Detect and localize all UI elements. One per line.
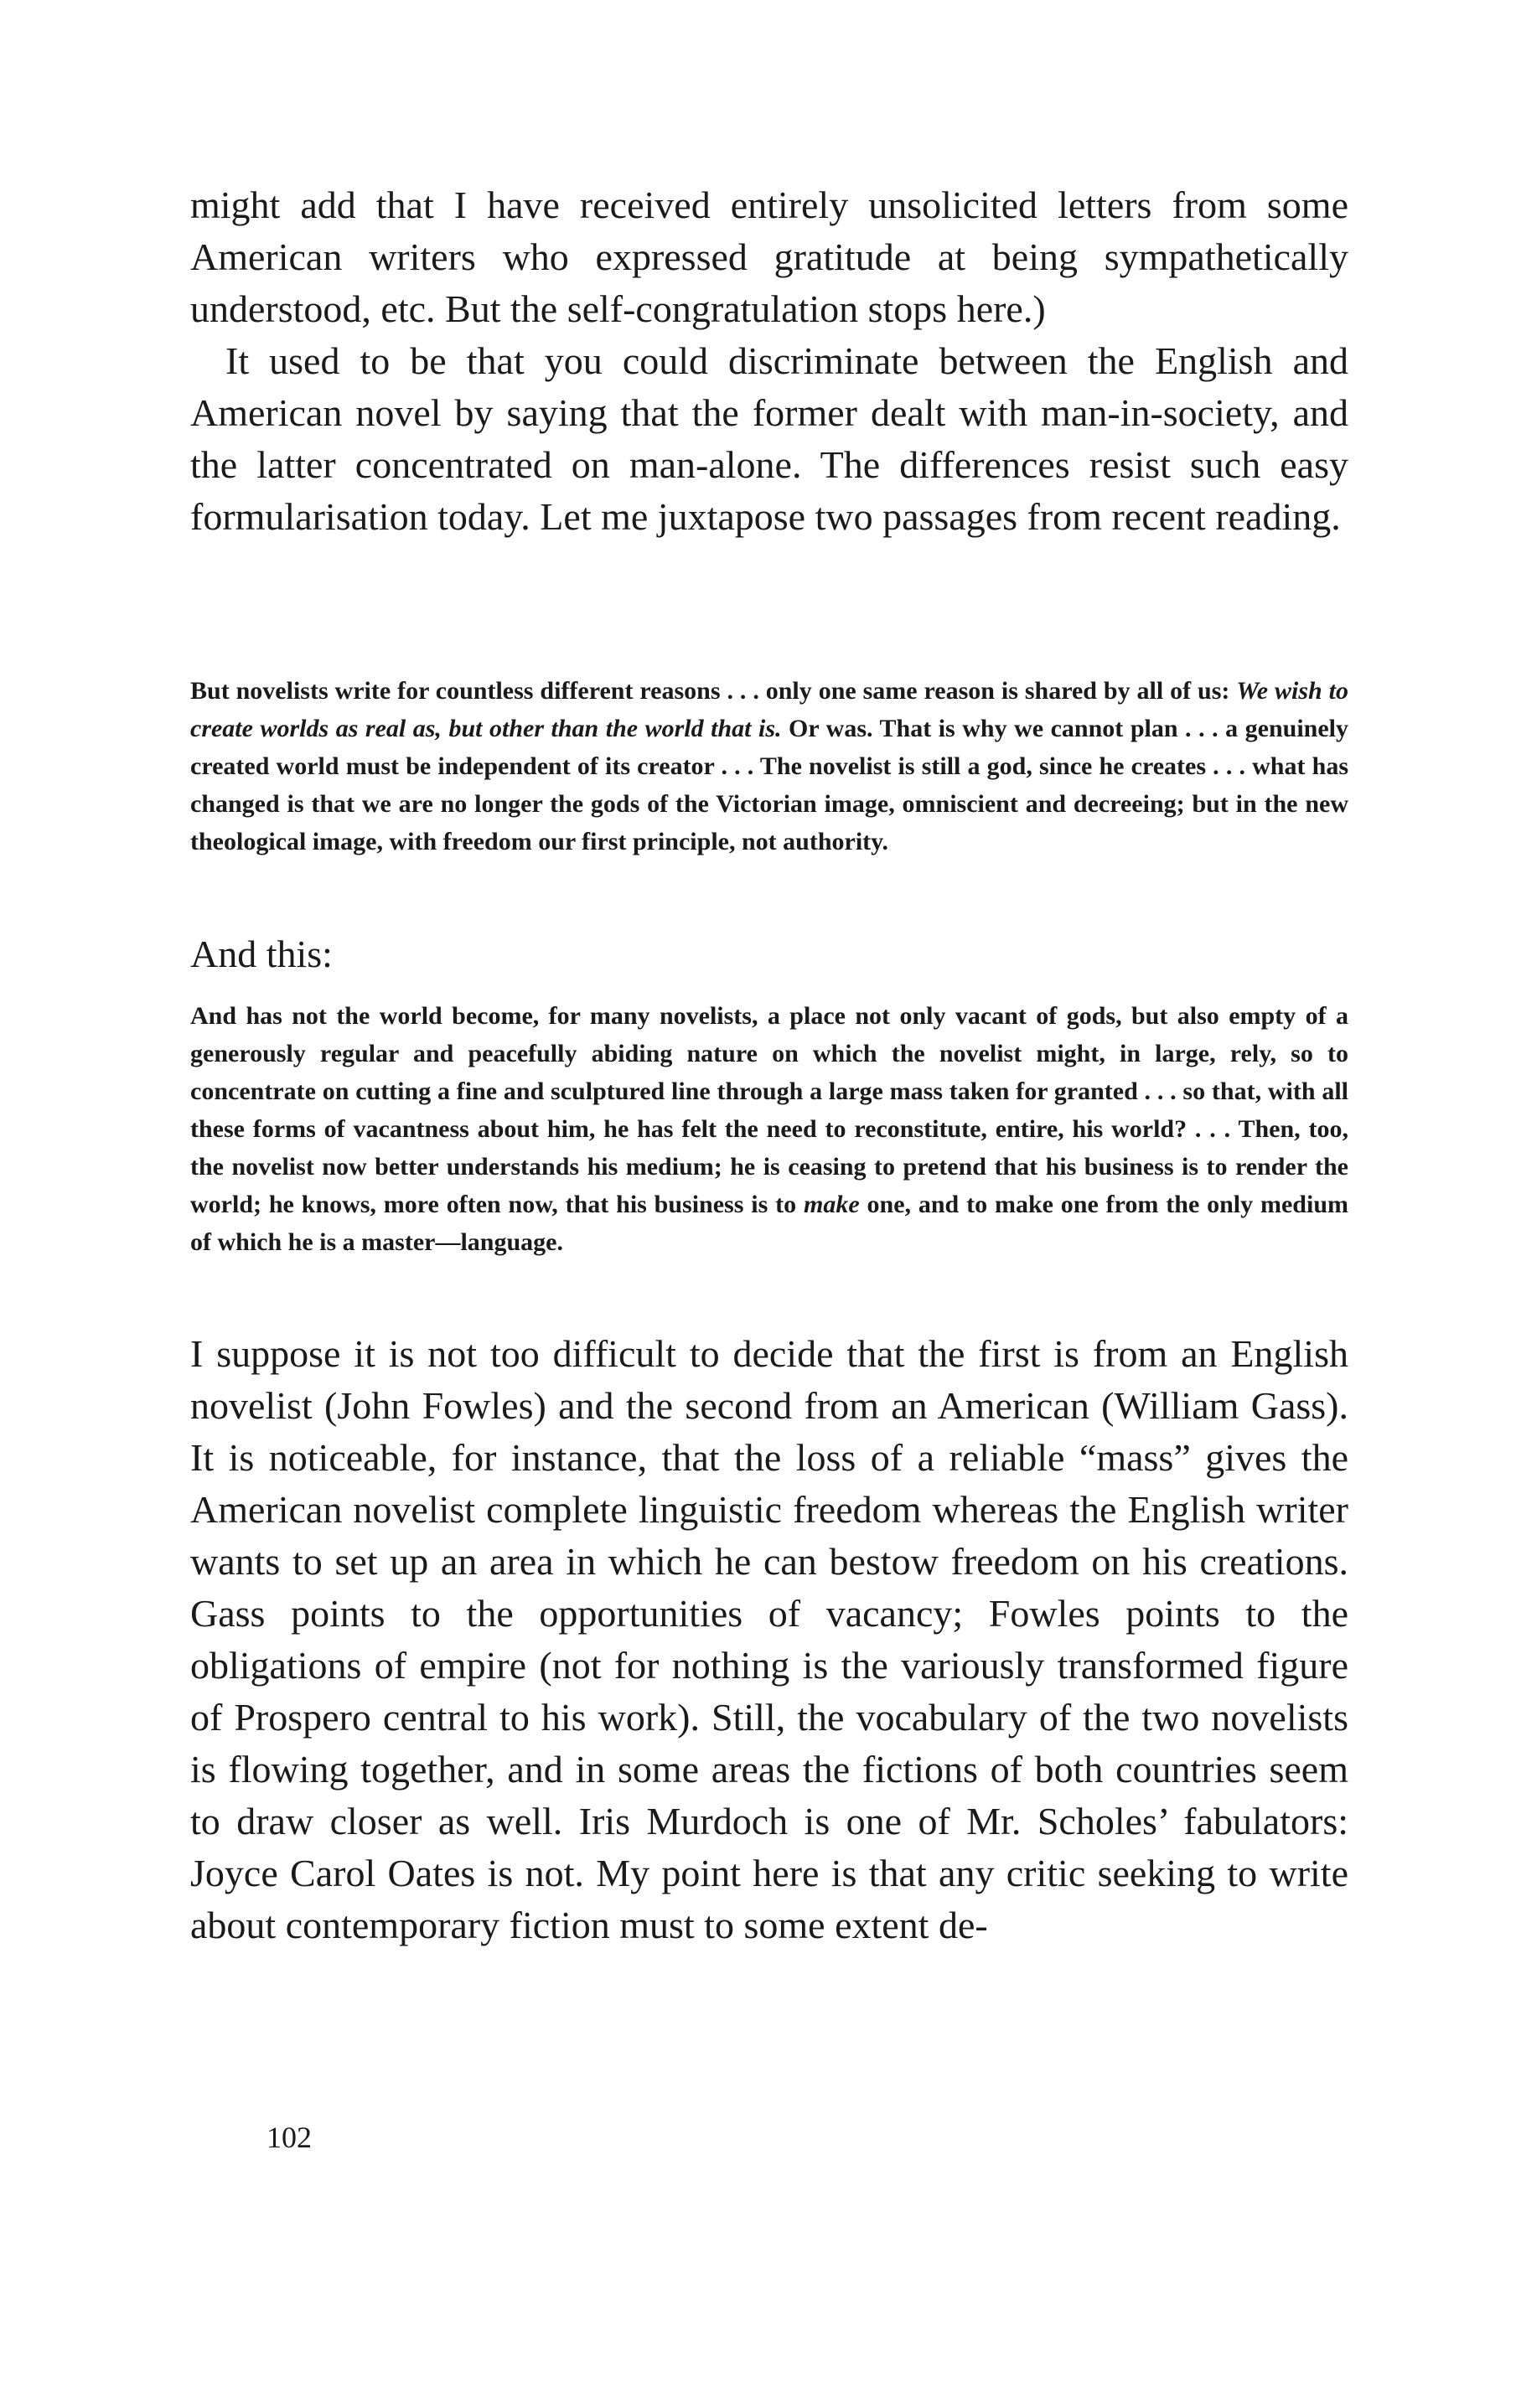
block-quote-gass	[190, 997, 1348, 1261]
page-number: 102	[266, 2121, 312, 2154]
quote-fowles-part2: Or was. That is why we cannot plan . . . a genuinely created world must be independent of its creator . . . The novelist is still a god, since he creates . . . what has changed is that we are no longer the gods of the Victorian image, omniscient and decreeing; but in the new theological image, with freedom our first principle, not authority.	[190, 715, 1348, 855]
quote-gass-italic: make	[804, 1191, 860, 1218]
quote-gass-part1: And has not the world become, for many novelists, a place not only vacant of gods, but also empty of a generously regular and peacefully abiding nature on which the novelist might, in large, rely, so to concentrate on cutting a fine and sculptured line through a large mass taken for granted . . . so that, with all these forms of vacantness about him, he has felt the need to reconstitute, entire, his world? . . . Then, too, the novelist now better understands his medium; he is ceasing to pretend that his business is to render the world; he knows, more often now, that his business is to	[190, 1002, 1348, 1218]
quote-fowles-text	[190, 672, 1348, 860]
quote-gass-text	[190, 997, 1348, 1261]
paragraph-comparison: I suppose it is not too difficult to decide that the first is from an English novelist (John Fowles) and the second from an American (William Gass). It is noticeable, for instance, that the loss of a reliable “mass” gives the American novelist complete linguistic freedom whereas the English writer wants to set up an area in which he can bestow freedom on his creations. Gass points to the opportunities of vacancy; Fowles points to the obligations of empire (not for nothing is the variously transformed figure of Prospero central to his work). Still, the vocabulary of the two novelists is flowing together, and in some areas the fictions of both countries seem to draw closer as well. Iris Murdoch is one of Mr. Scholes’ fabulators: Joyce Carol Oates is not. My point here is that any critic seeking to write about contemporary fiction must to some extent de-	[190, 1332, 1348, 1946]
opening-paragraphs	[190, 179, 1348, 543]
block-quote-fowles	[190, 672, 1348, 860]
paragraph-discrimination: It used to be that you could discriminate between the English and American novel by saying that the former dealt with man-in-society, and the latter concentrated on man-alone. The differences resist such easy formularisation today. Let me juxtapose two passages from recent reading.	[190, 339, 1348, 538]
and-this-line	[190, 928, 1348, 980]
quote-fowles-part1: But novelists write for countless different reasons . . . only one same reason is shared by all of us:	[190, 677, 1237, 705]
quote-fowles-italic: We wish to create worlds as real as, but other than the world that is.	[190, 677, 1348, 742]
paragraph-continuation: might add that I have received entirely unsolicited letters from some American writers who expressed gratitude at being sympathetically understood, etc. But the self-congratulation stops here.)	[190, 183, 1348, 330]
and-this-text: And this:	[190, 933, 333, 975]
quote-gass-part2: one, and to make one from the only medium of which he is a master—language.	[190, 1191, 1348, 1256]
closing-paragraph	[190, 1328, 1348, 1951]
